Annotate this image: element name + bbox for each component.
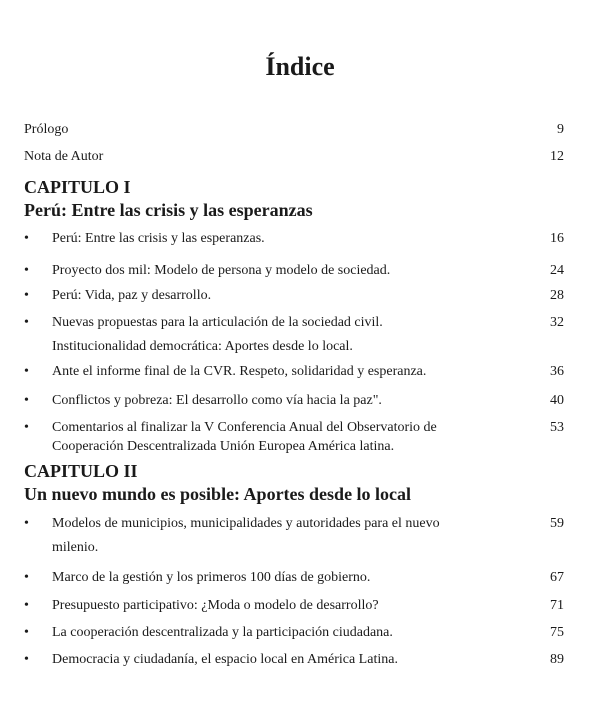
chapter-heading: CAPITULO I [24, 177, 131, 197]
entry-page: 24 [550, 263, 564, 278]
bullet-icon: • [24, 598, 29, 613]
bullet-icon: • [24, 263, 29, 278]
entry-label: Ante el informe final de la CVR. Respeto, solidaridad y esperanza. [52, 364, 427, 379]
entry-label: Perú: Vida, paz y desarrollo. [52, 288, 212, 303]
chapter-subtitle: Perú: Entre las crisis y las esperanzas [24, 200, 313, 220]
entry-label: Prólogo [24, 122, 69, 137]
entry-page: 75 [550, 625, 564, 640]
entry-page: 36 [550, 364, 564, 379]
entry-label: Perú: Entre las crisis y las esperanzas. [52, 231, 265, 246]
entry-page: 32 [550, 315, 564, 330]
entry-label: Conflictos y pobreza: El desarrollo como vía hacia la paz". [52, 393, 382, 408]
entry-label: Proyecto dos mil: Modelo de persona y modelo de sociedad. [52, 263, 391, 278]
chapter-heading: CAPITULO II [24, 461, 138, 481]
entry-page: 89 [550, 652, 564, 667]
bullet-icon: • [24, 288, 29, 303]
entry-label: Marco de la gestión y los primeros 100 días de gobierno. [52, 570, 371, 585]
entry-page: 71 [550, 598, 564, 613]
entry-label-continued: Cooperación Descentralizada Unión Europea América latina. [52, 439, 395, 454]
chapter-subtitle: Un nuevo mundo es posible: Aportes desde lo local [24, 484, 412, 504]
bullet-icon: • [24, 652, 29, 667]
entry-page: 40 [550, 393, 564, 408]
entry-label: Comentarios al finalizar la V Conferencia Anual del Observatorio de [52, 420, 437, 435]
bullet-icon: • [24, 364, 29, 379]
entry-label: Nota de Autor [24, 149, 104, 164]
entry-label: Nuevas propuestas para la articulación de la sociedad civil. [52, 315, 383, 330]
entry-page: 59 [550, 516, 564, 531]
bullet-icon: • [24, 231, 29, 246]
bullet-icon: • [24, 420, 29, 435]
bullet-icon: • [24, 625, 29, 640]
entry-label: La cooperación descentralizada y la participación ciudadana. [52, 625, 393, 640]
entry-page: 16 [550, 231, 564, 246]
entry-page: 67 [550, 570, 564, 585]
entry-label: Modelos de municipios, municipalidades y autoridades para el nuevo [52, 516, 440, 531]
entry-label: Democracia y ciudadanía, el espacio local en América Latina. [52, 652, 398, 667]
bullet-icon: • [24, 570, 29, 585]
entry-page: 12 [550, 149, 564, 164]
entry-label: Presupuesto participativo: ¿Moda o modelo de desarrollo? [52, 598, 379, 613]
entry-page: 9 [557, 122, 564, 137]
bullet-icon: • [24, 393, 29, 408]
bullet-icon: • [24, 315, 29, 330]
page-title: Índice [265, 52, 335, 81]
entry-page: 53 [550, 420, 564, 435]
entry-label-continued: milenio. [52, 540, 99, 555]
entry-page: 28 [550, 288, 564, 303]
bullet-icon: • [24, 516, 29, 531]
entry-label-continued: Institucionalidad democrática: Aportes desde lo local. [52, 339, 353, 354]
